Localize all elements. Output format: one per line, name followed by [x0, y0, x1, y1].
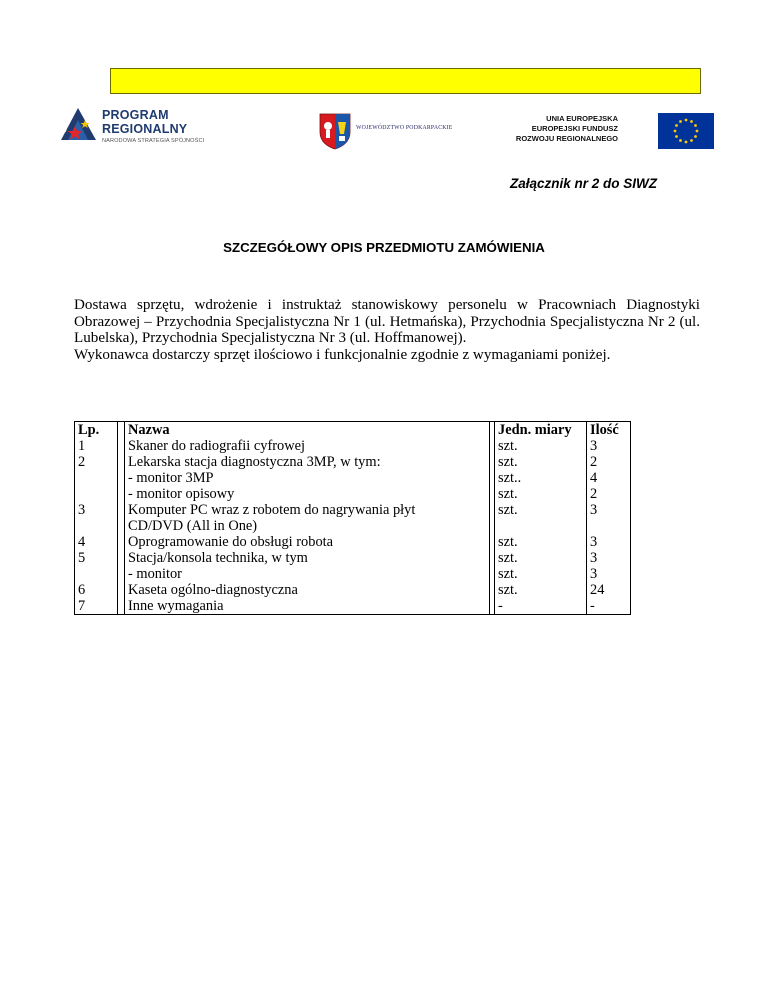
table-row — [75, 470, 631, 486]
program-regionalny-logo — [58, 106, 218, 152]
cell-unit — [495, 518, 587, 534]
intro-paragraph: Dostawa sprzętu, wdrożenie i instruktaż stanowiskowy personelu w Pracowniach Diagnostyki Obrazowej – Przychodnia Specjalistyczna Nr 1 (ul. Hetmańska), Przychodnia Specjalistyczna Nr 2 (ul. Lubelska), Przychodnia Specjalistyczna Nr 3 (ul. Hoffmanowej). — [74, 297, 700, 347]
cell-unit: szt. — [495, 502, 587, 518]
cell-unit: szt. — [495, 550, 587, 566]
table-row — [75, 550, 631, 566]
cell-lp: 7 — [75, 598, 118, 615]
header-name: Nazwa — [125, 422, 490, 439]
cell-qty: 3 — [587, 502, 631, 518]
cell-qty: 2 — [587, 486, 631, 502]
cell-unit: szt.. — [495, 470, 587, 486]
cell-unit: szt. — [495, 534, 587, 550]
table-row — [75, 534, 631, 550]
cell-lp: 6 — [75, 582, 118, 598]
cell-lp: 5 — [75, 550, 118, 566]
header-unit: Jedn. miary — [495, 422, 587, 439]
eu-line3: ROZWOJU REGIONALNEGO — [515, 134, 618, 143]
cell-qty: 4 — [587, 470, 631, 486]
cell-qty — [587, 518, 631, 534]
program-line3: NARODOWA STRATEGIA SPÓJNOŚCI — [102, 138, 205, 144]
intro-note: Wykonawca dostarczy sprzęt ilościowo i funkcjonalnie zgodnie z wymaganiami poniżej. — [74, 346, 611, 363]
cell-qty: 3 — [587, 550, 631, 566]
cell-unit: szt. — [495, 438, 587, 454]
cell-name: Skaner do radiografii cyfrowej — [125, 438, 490, 454]
cell-qty: 3 — [587, 534, 631, 550]
eu-line2: EUROPEJSKI FUNDUSZ — [531, 124, 618, 133]
table-header-row — [75, 422, 631, 439]
cell-name: - monitor opisowy — [125, 486, 490, 502]
program-star-icon — [58, 106, 100, 146]
cell-lp: 2 — [75, 454, 118, 470]
cell-lp — [75, 470, 118, 486]
cell-name: - monitor 3MP — [125, 470, 490, 486]
cell-unit: - — [495, 598, 587, 615]
cell-qty: 2 — [587, 454, 631, 470]
table-row — [75, 598, 631, 615]
header-qty: Ilość — [587, 422, 631, 439]
cell-name: Komputer PC wraz z robotem do nagrywania płyt — [125, 502, 490, 518]
coat-of-arms-icon — [318, 112, 352, 150]
cell-name: CD/DVD (All in One) — [125, 518, 490, 534]
cell-name: Stacja/konsola technika, w tym — [125, 550, 490, 566]
intro-section — [74, 297, 700, 363]
header-lp: Lp. — [75, 422, 118, 439]
cell-name: Kaseta ogólno-diagnostyczna — [125, 582, 490, 598]
cell-qty: - — [587, 598, 631, 615]
cell-lp: 4 — [75, 534, 118, 550]
cell-lp — [75, 566, 118, 582]
cell-lp — [75, 486, 118, 502]
table-row — [75, 518, 631, 534]
attachment-label: Załącznik nr 2 do SIWZ — [510, 176, 658, 191]
table-row — [75, 454, 631, 470]
program-line1: PROGRAM — [102, 108, 169, 122]
items-table — [74, 421, 631, 615]
cell-unit: szt. — [495, 454, 587, 470]
cell-qty: 24 — [587, 582, 631, 598]
yellow-banner — [110, 68, 701, 94]
eu-flag-icon — [658, 113, 714, 149]
table-row — [75, 582, 631, 598]
cell-lp: 1 — [75, 438, 118, 454]
eu-line1: UNIA EUROPEJSKA — [546, 114, 618, 123]
eu-logo — [515, 113, 714, 149]
cell-qty: 3 — [587, 566, 631, 582]
cell-name: Inne wymagania — [125, 598, 490, 615]
table-row — [75, 502, 631, 518]
table-row — [75, 486, 631, 502]
table-row — [75, 438, 631, 454]
cell-name: Lekarska stacja diagnostyczna 3MP, w tym: — [125, 454, 490, 470]
cell-unit: szt. — [495, 486, 587, 502]
cell-lp: 3 — [75, 502, 118, 518]
cell-qty: 3 — [587, 438, 631, 454]
page-title: SZCZEGÓŁOWY OPIS PRZEDMIOTU ZAMÓWIENIA — [223, 240, 545, 255]
program-line2: REGIONALNY — [102, 122, 188, 136]
cell-name: - monitor — [125, 566, 490, 582]
wojewodztwo-logo — [318, 112, 488, 152]
cell-unit: szt. — [495, 582, 587, 598]
cell-unit: szt. — [495, 566, 587, 582]
table-row — [75, 566, 631, 582]
wojewodztwo-text: WOJEWÓDZTWO PODKARPACKIE — [356, 125, 453, 131]
cell-lp — [75, 518, 118, 534]
cell-name: Oprogramowanie do obsługi robota — [125, 534, 490, 550]
